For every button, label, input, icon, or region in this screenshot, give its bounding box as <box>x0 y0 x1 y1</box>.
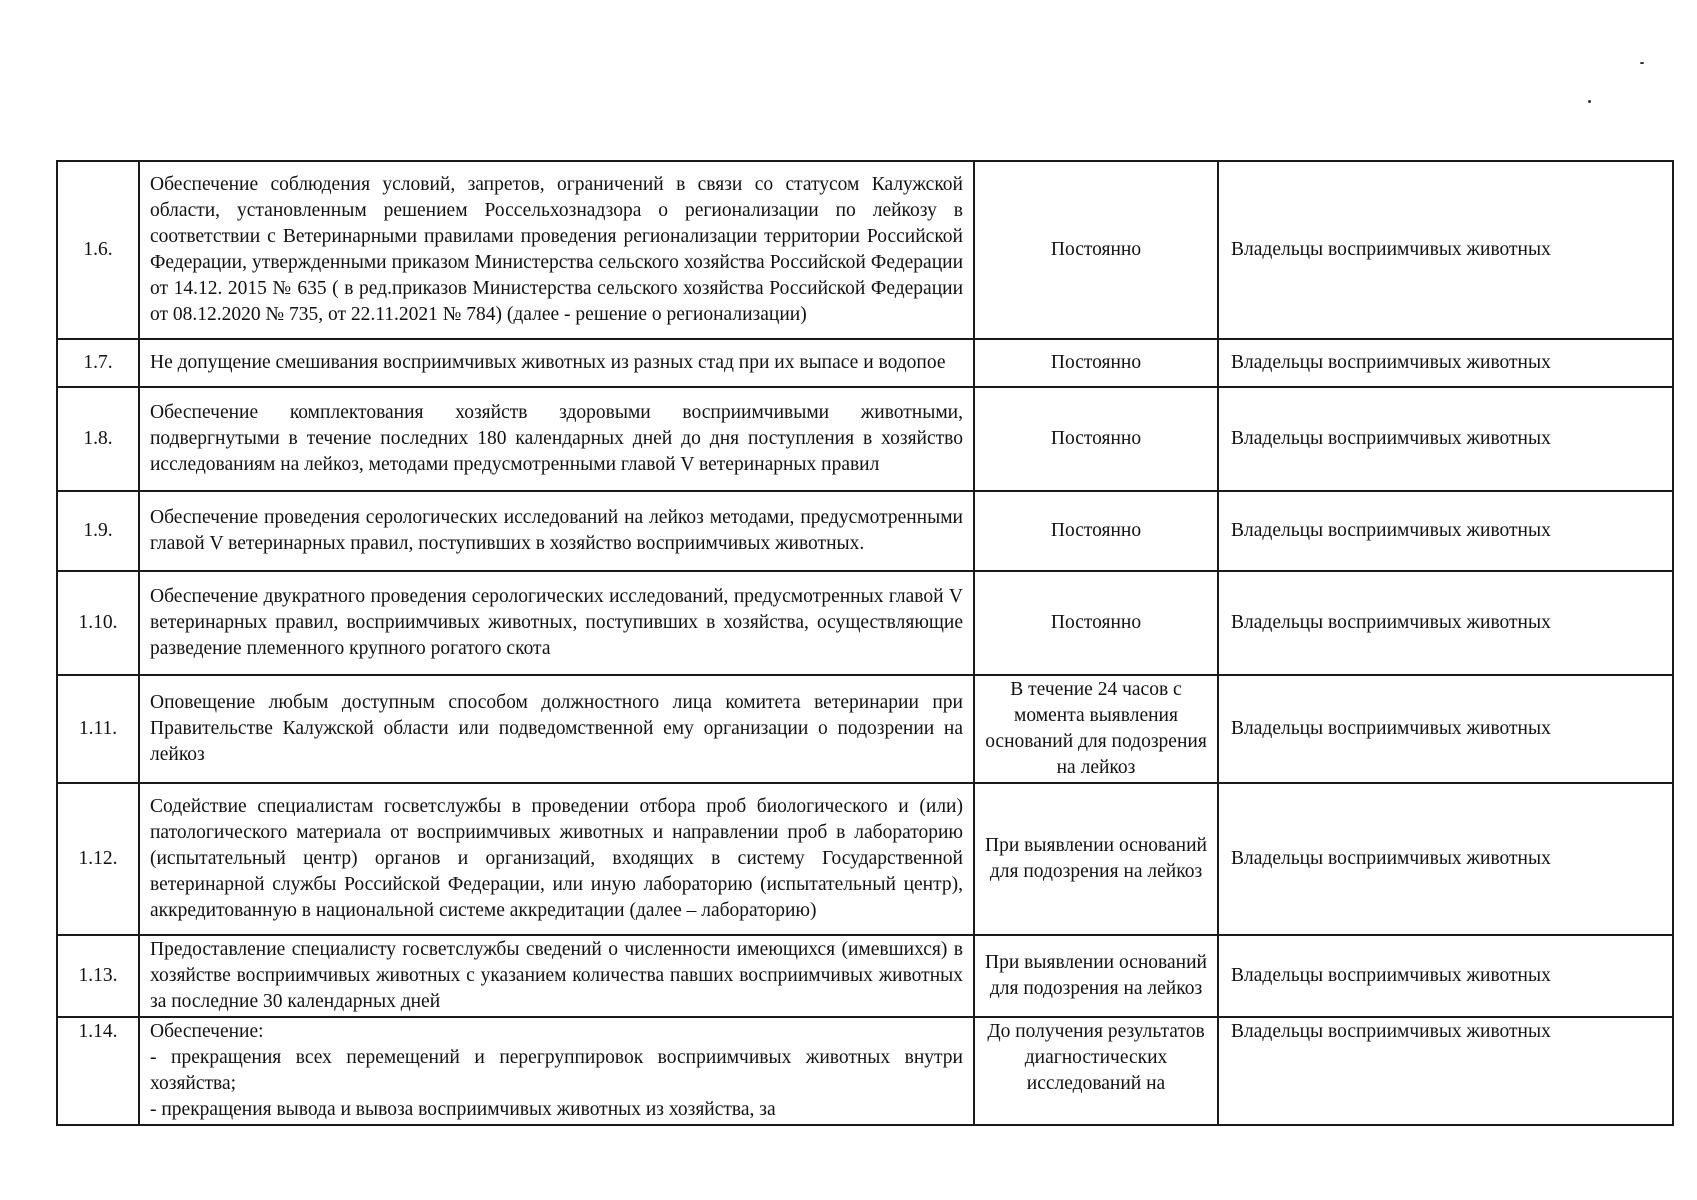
scan-speck <box>1640 62 1644 64</box>
row-number: 1.14. <box>57 1017 139 1125</box>
responsible-cell: Владельцы восприимчивых животных <box>1218 387 1673 491</box>
responsible-cell: Владельцы восприимчивых животных <box>1218 339 1673 387</box>
row-number: 1.12. <box>57 783 139 935</box>
table-row <box>57 935 1673 1017</box>
row-number: 1.9. <box>57 491 139 571</box>
table-row <box>57 491 1673 571</box>
measure-line: - прекращения всех перемещений и перегруппировок восприимчивых животных внутри хозяйства; <box>150 1047 963 1094</box>
row-number: 1.8. <box>57 387 139 491</box>
measure-text: Обеспечение проведения серологических исследований на лейкоз методами, предусмотренными главой V ветеринарных правил, поступивших в хозяйство восприимчивых животных. <box>139 491 974 571</box>
table-row <box>57 1017 1673 1125</box>
measure-text: Предоставление специалисту госветслужбы сведений о численности имеющихся (имевшихся) в хозяйстве восприимчивых животных с указанием количества павших восприимчивых животных за последние 30 календарных дней <box>139 935 974 1017</box>
measure-text: Обеспечение комплектования хозяйств здоровыми восприимчивыми животными, подвергнутыми в течение последних 180 календарных дней до дня поступления в хозяйство исследованиям на лейкоз, методами предусмотренными главой V ветеринарных правил <box>139 387 974 491</box>
scan-speck <box>1588 100 1591 103</box>
period-cell: Постоянно <box>974 387 1218 491</box>
table-row <box>57 387 1673 491</box>
period-cell: До получения результатов диагностических исследований на <box>974 1017 1218 1125</box>
row-number: 1.11. <box>57 675 139 783</box>
period-cell: Постоянно <box>974 491 1218 571</box>
period-cell: При выявлении оснований для подозрения на лейкоз <box>974 783 1218 935</box>
measure-text: Обеспечение соблюдения условий, запретов, ограничений в связи со статусом Калужской области, установленным решением Россельхознадзора о регионализации по лейкозу в соответствии с Ветеринарными правилами проведения регионализации территории Российской Федерации, утвержденными приказом Министерства сельского хозяйства Российской Федерации от 14.12. 2015 № 635 ( в ред.приказов Министерства сельского хозяйства Российской Федерации от 08.12.2020 № 735, от 22.11.2021 № 784) (далее - решение о регионализации) <box>139 161 974 339</box>
table-row <box>57 161 1673 339</box>
row-number: 1.10. <box>57 571 139 675</box>
table-row <box>57 783 1673 935</box>
period-cell: Постоянно <box>974 161 1218 339</box>
responsible-cell: Владельцы восприимчивых животных <box>1218 935 1673 1017</box>
period-cell: Постоянно <box>974 339 1218 387</box>
responsible-cell: Владельцы восприимчивых животных <box>1218 161 1673 339</box>
table-row <box>57 339 1673 387</box>
measures-table <box>56 160 1674 1126</box>
responsible-cell: Владельцы восприимчивых животных <box>1218 783 1673 935</box>
table-row <box>57 571 1673 675</box>
responsible-cell: Владельцы восприимчивых животных <box>1218 491 1673 571</box>
period-cell: При выявлении оснований для подозрения на лейкоз <box>974 935 1218 1017</box>
measure-text: Содействие специалистам госветслужбы в проведении отбора проб биологического и (или) патологического материала от восприимчивых животных и направлении проб в лабораторию (испытательный центр) органов и организаций, входящих в систему Государственной ветеринарной службы Российской Федерации, или иную лабораторию (испытательный центр), аккредитованную в национальной системе аккредитации (далее – лабораторию) <box>139 783 974 935</box>
measure-text <box>139 1017 974 1125</box>
measure-text: Не допущение смешивания восприимчивых животных из разных стад при их выпасе и водопое <box>139 339 974 387</box>
measure-line: - прекращения вывода и вывоза восприимчивых животных из хозяйства, за <box>150 1099 776 1120</box>
measure-text: Оповещение любым доступным способом должностного лица комитета ветеринарии при Правительстве Калужской области или подведомственной ему организации о подозрении на лейкоз <box>139 675 974 783</box>
period-cell: Постоянно <box>974 571 1218 675</box>
measure-line: Обеспечение: <box>150 1021 264 1042</box>
measure-text: Обеспечение двукратного проведения серологических исследований, предусмотренных главой V ветеринарных правил, восприимчивых животных, поступивших в хозяйства, осуществляющие разведение племенного крупного рогатого скота <box>139 571 974 675</box>
table-row <box>57 675 1673 783</box>
responsible-cell: Владельцы восприимчивых животных <box>1218 571 1673 675</box>
period-cell: В течение 24 часов с момента выявления оснований для подозрения на лейкоз <box>974 675 1218 783</box>
responsible-cell: Владельцы восприимчивых животных <box>1218 1017 1673 1125</box>
row-number: 1.6. <box>57 161 139 339</box>
responsible-cell: Владельцы восприимчивых животных <box>1218 675 1673 783</box>
row-number: 1.13. <box>57 935 139 1017</box>
row-number: 1.7. <box>57 339 139 387</box>
